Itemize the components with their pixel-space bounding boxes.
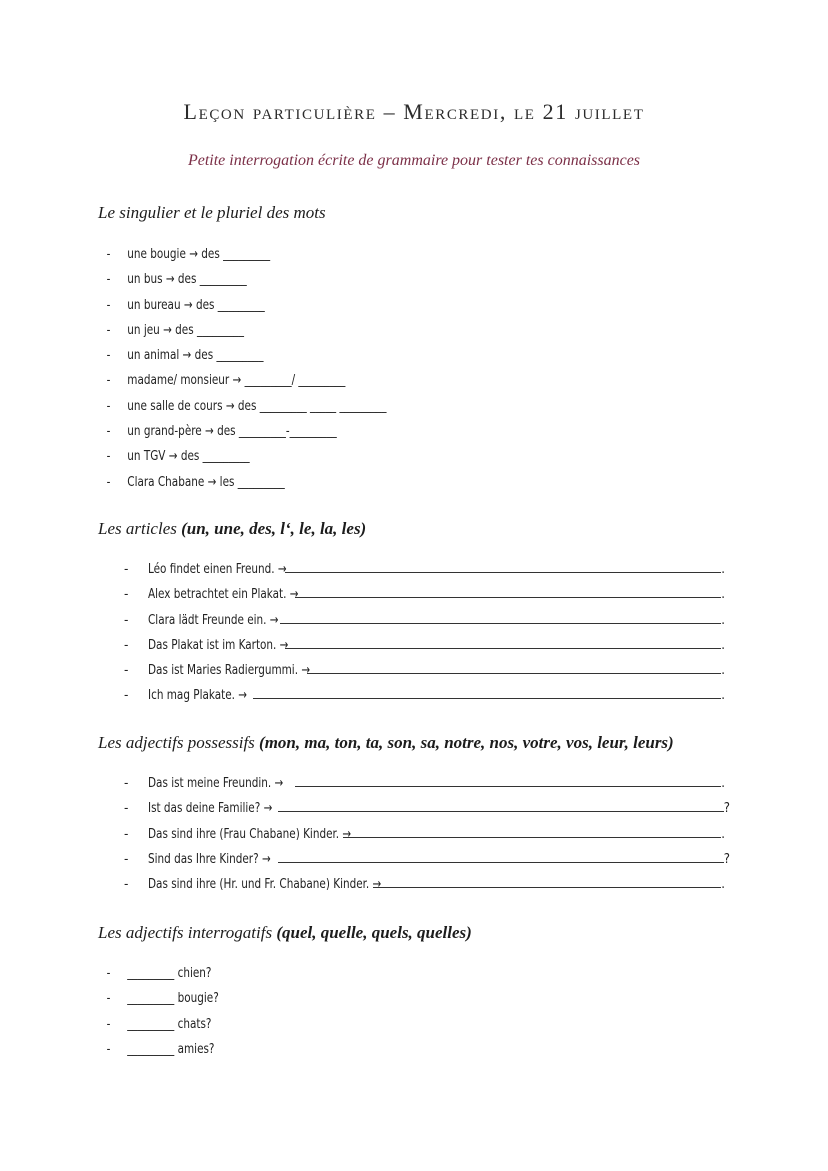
exercise-text: _________ chien? [127,965,212,981]
exercise-text: Das Plakat ist im Karton. → [148,636,289,653]
answer-line [280,608,721,624]
bullet-dash: - [106,1015,111,1032]
answer-line [307,658,721,674]
bullet-dash: - [124,800,129,817]
exercise-text: Clara lädt Freunde ein. → [148,611,279,628]
bullet-dash: - [124,662,129,679]
bullet-dash: - [124,561,129,577]
list-item [0,318,712,343]
answer-line [295,582,721,598]
section-heading-text: Le singulier et le pluriel des mots [98,203,326,222]
exercise-text: madame/ monsieur → _________/ _________ [127,372,346,389]
exercise-text: Léo findet einen Freund. → [148,561,287,577]
section-heading-possessives [98,733,674,753]
list-item [0,444,712,469]
sentence-end: . [721,688,725,704]
sentence-end: . [721,637,725,653]
exercise-text: un TGV → des _________ [127,448,250,465]
bullet-dash: - [106,372,111,389]
bullet-dash: - [106,1040,111,1057]
bullet-dash: - [106,448,111,465]
exercise-text: un bureau → des _________ [127,296,265,313]
exercise-text: un animal → des _________ [127,347,264,364]
exercise-text: _________ bougie? [127,990,219,1007]
bullet-dash: - [124,636,129,653]
list-item [0,872,828,897]
list-item [0,242,712,267]
list-item [0,608,828,633]
section-heading-interrogatives [98,923,472,943]
sentence-end: . [721,562,725,577]
exercise-text: Ich mag Plakate. → [148,687,248,704]
answer-line [373,872,721,888]
bullet-dash: - [106,965,111,981]
bullet-dash: - [124,850,129,867]
exercise-text: un jeu → des _________ [127,321,244,338]
list-item [0,658,828,683]
answer-blank [343,822,725,847]
list-item [0,293,712,318]
answer-line [253,683,721,699]
bullet-dash: - [106,321,111,338]
articles-exercise-list [0,557,828,709]
answer-blank [373,872,725,897]
section-heading-articles [98,519,366,539]
exercise-text: Alex betrachtet ein Plakat. → [148,586,299,603]
section-heading-text: Les adjectifs possessifs [98,733,255,752]
bullet-dash: - [124,586,129,603]
sentence-end: . [721,877,725,893]
answer-line [278,847,724,863]
bullet-dash: - [106,347,111,364]
answer-line [343,822,721,838]
list-item [0,847,828,872]
exercise-text: Clara Chabane → les _________ [127,473,285,490]
sentence-end: ? [723,801,730,817]
answer-blank [295,771,725,796]
bullet-dash: - [124,687,129,704]
page-title: Leçon particulière – Mercredi, le 21 juillet [183,99,645,124]
answer-blank [285,557,725,582]
bullet-dash: - [106,990,111,1007]
list-item [0,368,712,393]
answer-line [278,796,724,812]
answer-blank [307,658,725,683]
section-heading-options: (quel, quelle, quels, quelles) [276,923,472,942]
bullet-dash: - [124,775,129,791]
answer-blank [280,608,725,633]
sentence-end: . [721,826,725,842]
bullet-dash: - [106,271,111,288]
exercise-text: un bus → des _________ [127,271,247,288]
exercise-text: Das ist meine Freundin. → [148,775,284,791]
bullet-dash: - [124,611,129,628]
exercise-text: _________ amies? [127,1040,215,1057]
bullet-dash: - [106,423,111,440]
answer-blank [285,633,725,658]
list-item [0,822,828,847]
sentence-end: ? [723,851,730,867]
section-heading-text: Les articles [98,519,177,538]
page-subtitle: Petite interrogation écrite de grammaire pour tester tes connaissances [187,152,641,169]
possessives-exercise-list [0,771,828,897]
list-item [0,796,828,821]
list-item [0,267,712,292]
answer-line [295,771,721,787]
bullet-dash: - [106,296,111,313]
answer-blank [278,847,730,872]
exercise-text: Das sind ihre (Hr. und Fr. Chabane) Kinder. → [148,876,382,893]
list-item [0,470,712,495]
section-heading-plural [98,203,326,223]
list-item [0,394,712,419]
sentence-end: . [721,612,725,628]
section-heading-options: (mon, ma, ton, ta, son, sa, notre, nos, votre, vos, leur, leurs) [259,733,674,752]
list-item [0,419,712,444]
section-heading-text: Les adjectifs interrogatifs [98,923,273,942]
bullet-dash: - [124,825,129,842]
exercise-text: une salle de cours → des _________ _____ _________ [127,397,387,414]
list-item [0,343,712,368]
answer-blank [253,683,725,708]
answer-line [285,557,721,573]
list-item [0,1012,712,1037]
bullet-dash: - [106,397,111,414]
bullet-dash: - [106,473,111,490]
sentence-end: . [721,587,725,603]
list-item [0,961,712,986]
bullet-dash: - [106,246,111,262]
exercise-text: Das ist Maries Radiergummi. → [148,662,311,679]
list-item [0,1037,712,1062]
list-item [0,986,712,1011]
bullet-dash: - [124,876,129,893]
list-item [0,771,828,796]
exercise-text: une bougie → des _________ [127,246,271,262]
list-item [0,633,828,658]
list-item [0,557,828,582]
exercise-text: Ist das deine Familie? → [148,800,273,817]
exercise-text: un grand-père → des _________-_________ [127,423,337,440]
exercise-text: Sind das Ihre Kinder? → [148,850,271,867]
exercise-text: _________ chats? [127,1015,212,1032]
plural-exercise-list [0,242,828,495]
section-heading-options: (un, une, des, l‘, le, la, les) [181,519,367,538]
answer-line [285,633,721,649]
interrogatives-exercise-list [0,961,828,1062]
list-item [0,683,828,708]
sentence-end: . [721,663,725,679]
sentence-end: . [721,776,725,791]
answer-blank [295,582,725,607]
answer-blank [278,796,730,821]
list-item [0,582,828,607]
exercise-text: Das sind ihre (Frau Chabane) Kinder. → [148,825,352,842]
